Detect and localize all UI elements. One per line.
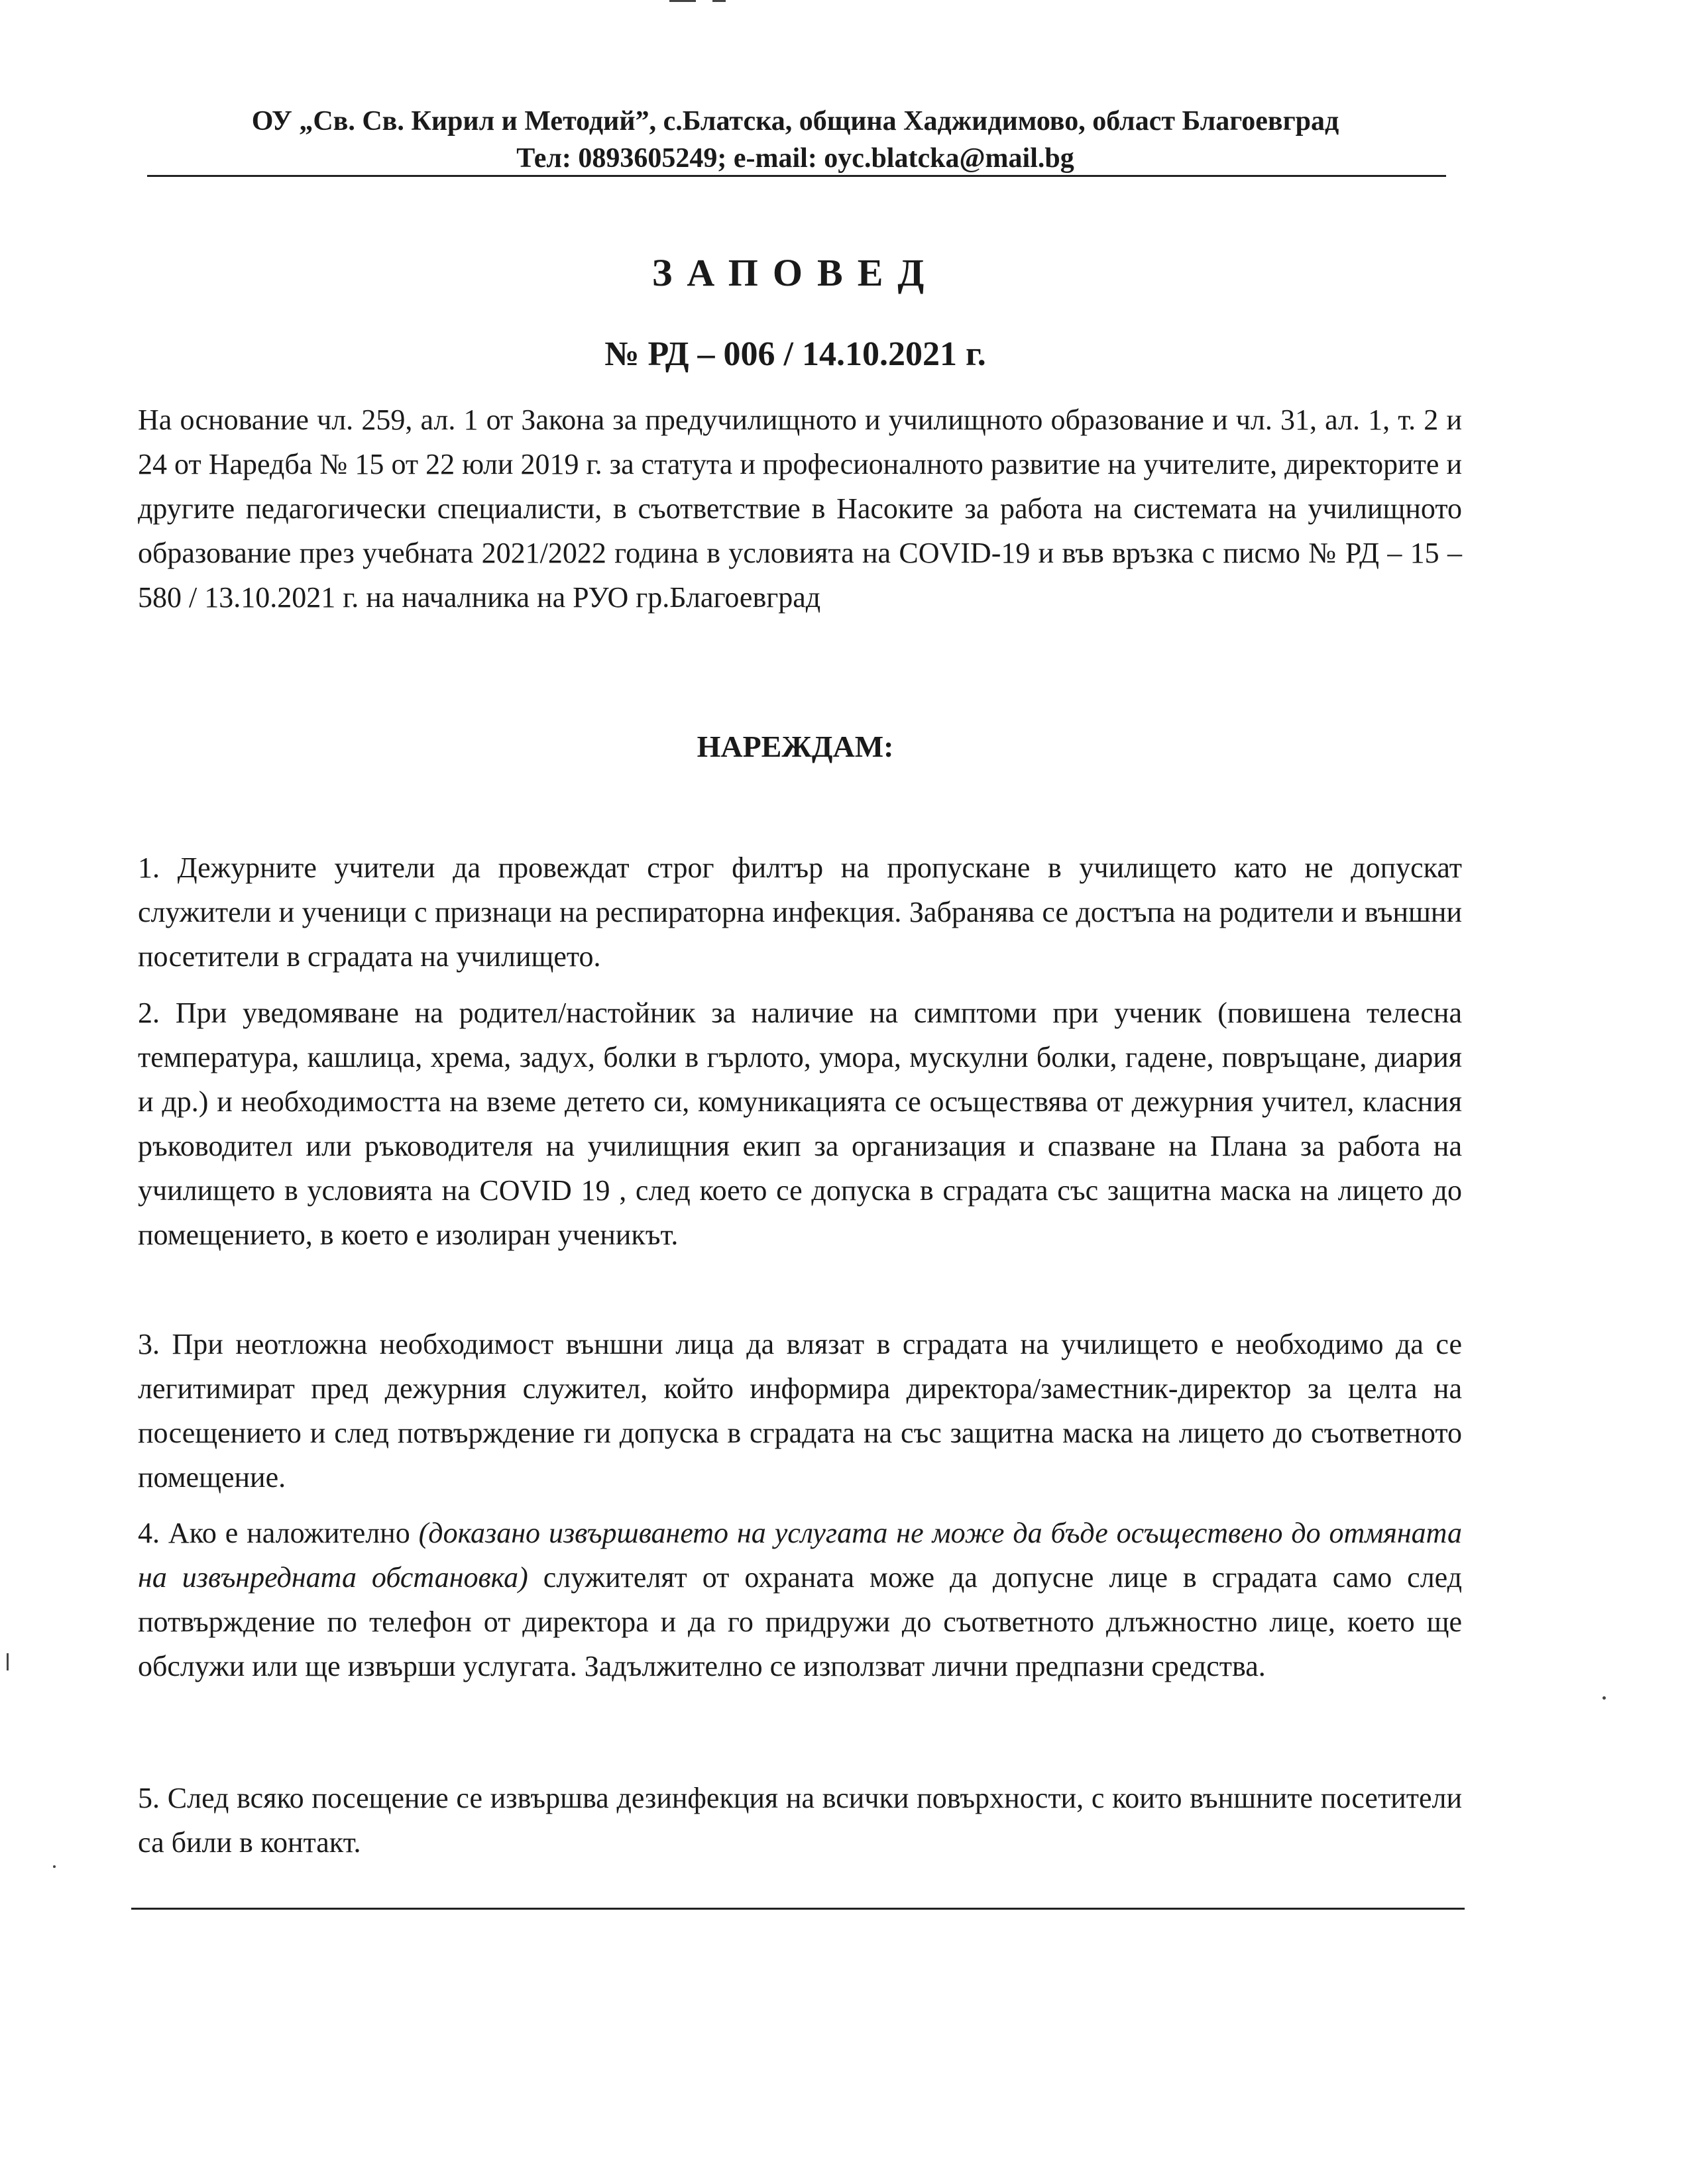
scan-mark-top bbox=[712, 0, 726, 2]
order-item-1: 1. Дежурните учители да провеждат строг филтър на пропускане в училището като не допускат служители и ученици с признаци на респираторна инфекция. Забранява се достъпа на родители и външни посетители в сградата на училището. bbox=[138, 851, 1462, 973]
order-item-4-start: 4. Ако е наложително bbox=[138, 1517, 419, 1549]
order-item-4 bbox=[138, 1511, 1462, 1688]
header-divider bbox=[147, 175, 1446, 177]
school-header bbox=[146, 103, 1445, 177]
scan-mark-right bbox=[1602, 1696, 1606, 1700]
order-item-5: 5. След всяко посещение се извършва дезинфекция на всички повърхности, с които външните посетители са били в контакт. bbox=[138, 1782, 1462, 1859]
scan-mark-top bbox=[669, 0, 696, 2]
order-item-2: 2. При уведомяване на родител/настойник за наличие на симптоми при ученик (повишена телесна температура, кашлица, хрема, задух, болки в гърлото, умора, мускулни болки, гадене, повръщане, диария и др.) и необходимостта на вземе детето си, комуникацията се осъществява от дежурния учител, класния ръководител или ръководителя на училищния екип за организация и спазване на Плана за работа на училището в условията на COVID 19 , след което се допуска в сградата със защитна маска на лицето до помещението, в което е изолиран ученикът. bbox=[138, 997, 1462, 1251]
school-contact-line: Тел: 0893605249; e-mail: oyc.blatcka@mail.bg bbox=[516, 143, 1074, 174]
footer-divider bbox=[131, 1908, 1465, 1910]
scan-mark-left bbox=[7, 1653, 9, 1670]
scan-mark-left bbox=[53, 1865, 56, 1868]
order-heading: НАРЕЖДАМ: bbox=[697, 730, 894, 763]
intro-paragraph: На основание чл. 259, ал. 1 от Закона за предучилищното и училищното образование и чл. 31, ал. 1, т. 2 и 24 от Наредба № 15 от 22 юли 2019 г. за статута и професионалното развитие на учителите, директорите и другите педагогически специалисти, в съответствие в Насоките за работа на системата на училищното образование през учебната 2021/2022 година в условията на COVID-19 и във връзка с писмо № РД – 15 – 580 / 13.10.2021 г. на началника на РУО гр.Благоевград bbox=[138, 404, 1462, 614]
document-title: ЗАПОВЕД bbox=[651, 251, 939, 294]
document-number: № РД – 006 / 14.10.2021 г. bbox=[604, 335, 986, 373]
order-item-3: 3. При неотложна необходимост външни лица да влязат в сградата на училището е необходимо да се легитимират пред дежурния служител, който информира директора/заместник-директор за целта на посещението и след потвърждение ги допуска в сградата на със защитна маска на лицето до съответното помещение. bbox=[138, 1328, 1462, 1494]
order-item-4-italic: (доказано извършването на услугата не може да бъде осъществено до отмяната на извънредната обстановка) bbox=[138, 1517, 1462, 1594]
school-name-line: ОУ „Св. Св. Кирил и Методий”, с.Блатска, община Хаджидимово, област Благоевград bbox=[251, 106, 1339, 136]
order-item-4-end: служителят от охраната може да допусне лице в сградата само след потвърждение по телефон от директора и да го придружи до съответното длъжностно лице, което ще обслужи или ще извърши услугата. Задължително се използват лични предпазни средства. bbox=[138, 1561, 1463, 1682]
